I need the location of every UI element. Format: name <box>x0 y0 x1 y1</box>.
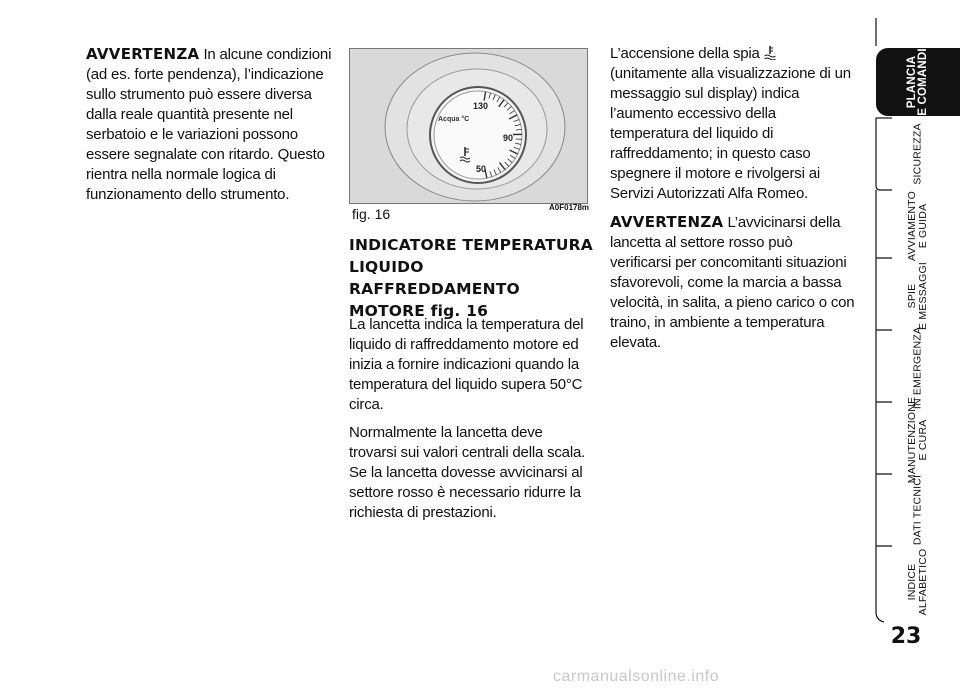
tick-label-50: 50 <box>476 164 487 174</box>
warning-block <box>86 44 334 213</box>
section-body <box>349 315 589 531</box>
tab-label: MANUTENZIONE E CURA <box>906 396 929 484</box>
tab-plancia-e-comandi[interactable] <box>876 48 960 116</box>
chapter-sidebar <box>862 0 960 692</box>
tab-label: SPIE E MESSAGGI <box>906 262 929 330</box>
tab-label: PLANCIA E COMANDI <box>906 48 929 116</box>
right-column <box>610 44 855 361</box>
tab-indice-alfabetico[interactable] <box>876 548 960 616</box>
warning-lead: AVVERTENZA <box>610 213 724 231</box>
warning-light-text-before: L’accensione della spia <box>610 45 760 62</box>
warning-text: L’avvicinarsi della lancetta al settore rosso può verificarsi per concomitanti situazioni sfavorevoli, come la marcia a bassa velocità, in salita, a pieno carico o con traino, in ambiente a temperatura elevata. <box>610 214 855 351</box>
gauge-figure <box>349 48 588 204</box>
tab-dati-tecnici[interactable] <box>876 476 960 544</box>
watermark: carmanualsonline.info <box>553 668 720 685</box>
tab-label: IN EMERGENZA <box>911 326 924 410</box>
tab-spie-e-messaggi[interactable] <box>876 262 960 330</box>
warning-text: In alcune condizioni (ad es. forte pendenza), l’indicazione sullo strumento può essere diversa dalla reale quantità presente nel serbatoio e le variazioni possono essere segnalate con ritardo. Questo rientra nella normale logica di funzionamento dello strumento. <box>86 46 332 203</box>
coolant-warning-icon <box>764 46 776 60</box>
tab-label: AVVIAMENTO E GUIDA <box>906 191 929 261</box>
paragraph <box>610 44 855 204</box>
gauge-title: Acqua °C <box>438 116 470 123</box>
tick-label-130: 130 <box>473 101 489 111</box>
tab-avviamento-e-guida[interactable] <box>876 192 960 260</box>
tab-label: INDICE ALFABETICO <box>906 548 929 616</box>
warning-block <box>610 212 855 353</box>
tab-sicurezza[interactable] <box>876 120 960 188</box>
section-heading: INDICATORE TEMPERATURA LIQUIDO RAFFREDDAMENTO MOTORE fig. 16 <box>349 236 593 320</box>
tick-label-90: 90 <box>503 133 514 143</box>
paragraph: Normalmente la lancetta deve trovarsi sui valori centrali della scala. Se la lancetta dovesse avvicinarsi al settore rosso è necessario ridurre la richiesta di prestazioni. <box>349 424 586 521</box>
tab-label: SICUREZZA <box>911 123 924 185</box>
tab-label: DATI TECNICI <box>911 474 924 546</box>
tab-manutenzione-e-cura[interactable] <box>876 396 960 484</box>
page-number: 23 <box>890 624 922 649</box>
figure-code: A0F0178m <box>549 203 590 212</box>
temperature-gauge-illustration <box>350 49 587 203</box>
warning-light-text-after: (unitamente alla visualizzazione di un messaggio sul display) indica l’aumento eccessivo della temperatura del liquido di raffreddamento; in questo caso spegnere il motore e rivolgersi ai Servizi Autorizzati Alfa Romeo. <box>610 65 851 202</box>
tab-in-emergenza[interactable] <box>876 326 960 410</box>
figure-label: fig. 16 <box>352 206 391 222</box>
paragraph: La lancetta indica la temperatura del liquido di raffreddamento motore ed inizia a fornire indicazioni quando la temperatura del liquido supera 50°C circa. <box>349 316 584 413</box>
warning-lead: AVVERTENZA <box>86 45 200 63</box>
